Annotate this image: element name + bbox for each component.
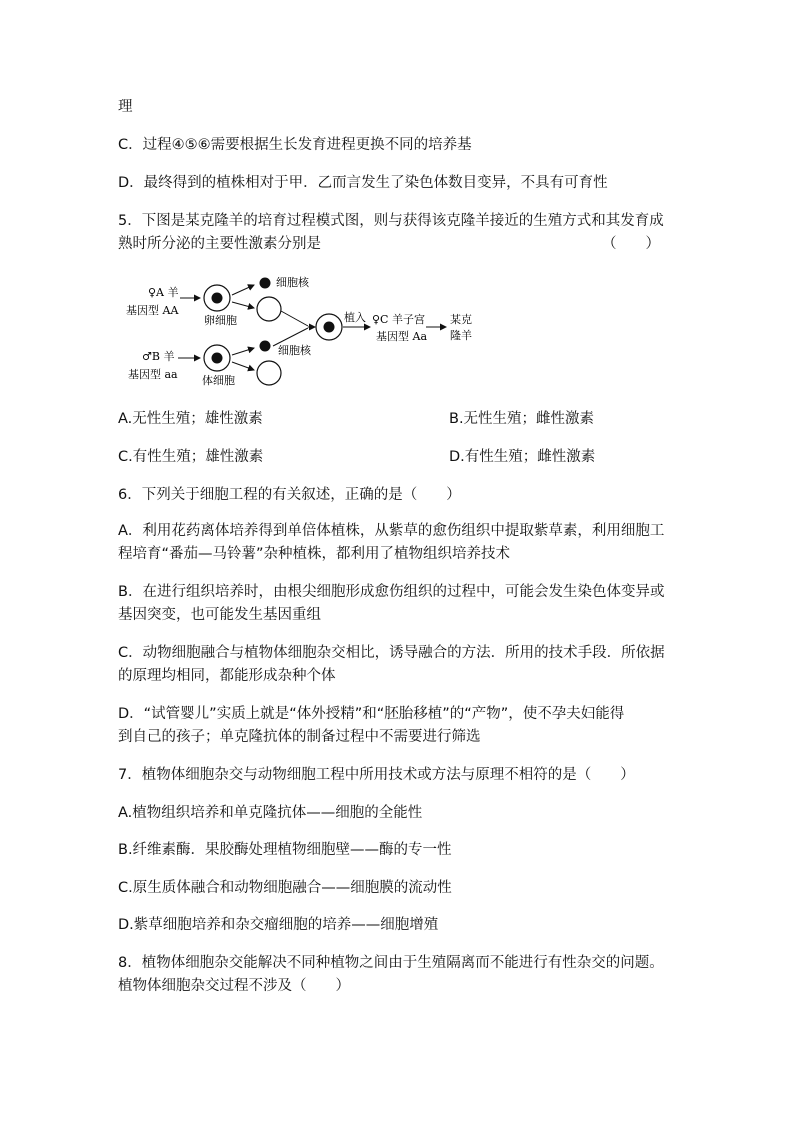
egg-cell-label: 卵细胞 bbox=[204, 314, 237, 327]
q4-tail-text: 理 bbox=[118, 99, 133, 115]
implant-label: 植入 bbox=[344, 311, 366, 324]
q5-stem-line2: 熟时所分泌的主要性激素分别是 bbox=[118, 236, 321, 252]
nucleus-bottom-label: 细胞核 bbox=[278, 344, 311, 357]
q7-option-c: C.原生质体融合和动物细胞融合——细胞膜的流动性 bbox=[118, 880, 452, 896]
sheep-b-label: ♂B 羊 bbox=[142, 350, 175, 363]
enucleated-egg-icon bbox=[257, 297, 281, 321]
q6-stem: 6．下列关于细胞工程的有关叙述，正确的是（ ） bbox=[118, 487, 461, 503]
q4-option-d: D．最终得到的植株相对于甲．乙而言发生了染色体数目变异，不具有可育性 bbox=[118, 175, 608, 191]
egg-nucleus-icon bbox=[260, 278, 271, 289]
q6-option-a-line1: A．利用花药离体培养得到单倍体植株，从紫草的愈伤组织中提取紫草素，利用细胞工 bbox=[118, 523, 665, 539]
q8-stem-line1: 8．植物体细胞杂交能解决不同种植物之间由于生殖隔离而不能进行有性杂交的问题。 bbox=[118, 955, 664, 971]
sheep-c-genotype: 基因型 Aa bbox=[376, 330, 427, 343]
q7-option-d: D.紫草细胞培养和杂交瘤细胞的培养——细胞增殖 bbox=[118, 917, 439, 933]
q6-option-b-line2: 基因突变，也可能发生基因重组 bbox=[118, 607, 321, 623]
q7-stem: 7．植物体细胞杂交与动物细胞工程中所用技术或方法与原理不相符的是（ ） bbox=[118, 767, 635, 783]
q6-option-b-line1: B．在进行组织培养时，由根尖细胞形成愈伤组织的过程中，可能会发生染色体变异或 bbox=[118, 584, 665, 600]
q7-option-b: B.纤维素酶．果胶酶处理植物细胞壁——酶的专一性 bbox=[118, 842, 452, 858]
nucleus-top-label: 细胞核 bbox=[276, 276, 309, 289]
q5-option-b: B.无性生殖；雌性激素 bbox=[449, 411, 595, 427]
sheep-b-genotype: 基因型 aa bbox=[128, 368, 178, 381]
q5-option-c: C.有性生殖；雄性激素 bbox=[118, 449, 264, 465]
body-cell-remnant-icon bbox=[257, 361, 281, 385]
q5-answer-bracket: （ ） bbox=[602, 236, 660, 252]
sheep-c-label: ♀C 羊子宫 bbox=[372, 313, 425, 326]
q6-option-a-line2: 程培育“番茄—马铃薯”杂种植株，都利用了植物组织培养技术 bbox=[118, 546, 511, 562]
q6-option-d-line2: 到自己的孩子；单克隆抗体的制备过程中不需要进行筛选 bbox=[118, 729, 481, 745]
q6-option-c-line2: 的原理均相同，都能形成杂种个体 bbox=[118, 668, 336, 684]
body-cell-label: 体细胞 bbox=[202, 374, 235, 387]
q7-option-a: A.植物组织培养和单克隆抗体——细胞的全能性 bbox=[118, 805, 423, 821]
clone-sheep-label-2: 隆羊 bbox=[450, 329, 472, 342]
sheep-a-label: ♀A 羊 bbox=[148, 286, 179, 299]
q8-stem-line2: 植物体细胞杂交过程不涉及（ ） bbox=[118, 978, 350, 994]
sheep-a-genotype: 基因型 AA bbox=[126, 304, 179, 317]
q5-stem-line1: 5．下图是某克隆羊的培育过程模式图，则与获得该克隆羊接近的生殖方式和其发育成 bbox=[118, 213, 664, 229]
q5-option-a: A.无性生殖；雄性激素 bbox=[118, 411, 263, 427]
q4-option-c: C．过程④⑤⑥需要根据生长发育进程更换不同的培养基 bbox=[118, 137, 472, 153]
clone-sheep-label-1: 某克 bbox=[450, 313, 472, 326]
q5-option-d: D.有性生殖；雌性激素 bbox=[449, 449, 596, 465]
q6-option-c-line1: C．动物细胞融合与植物体细胞杂交相比，诱导融合的方法．所用的技术手段．所依据 bbox=[118, 645, 665, 661]
q6-option-d-line1: D．“试管婴儿”实质上就是“体外授精”和“胚胎移植”的“产物”，使不孕夫妇能得 bbox=[118, 706, 625, 722]
clone-sheep-diagram bbox=[118, 268, 498, 398]
body-nucleus-icon bbox=[260, 341, 271, 352]
